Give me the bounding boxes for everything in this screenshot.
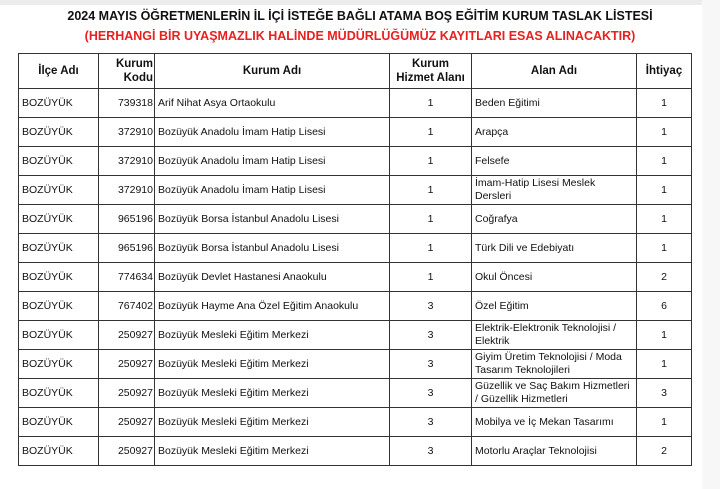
cell-institution-name: Bozüyük Anadolu İmam Hatip Lisesi (155, 118, 390, 147)
cell-service-area: 3 (390, 292, 472, 321)
cell-district: BOZÜYÜK (19, 379, 99, 408)
cell-field-name: Felsefe (472, 147, 637, 176)
cell-institution-code: 372910 (99, 176, 155, 205)
cell-need: 1 (637, 321, 692, 350)
cell-district: BOZÜYÜK (19, 408, 99, 437)
header-need: İhtiyaç (637, 54, 692, 89)
table-row (19, 379, 692, 408)
cell-institution-code: 250927 (99, 379, 155, 408)
table-row (19, 205, 692, 234)
cell-institution-name: Bozüyük Mesleki Eğitim Merkezi (155, 379, 390, 408)
cell-institution-name: Bozüyük Mesleki Eğitim Merkezi (155, 350, 390, 379)
cell-field-name: Elektrik-Elektronik Teknolojisi / Elektrik (472, 321, 637, 350)
cell-need: 1 (637, 234, 692, 263)
cell-need: 6 (637, 292, 692, 321)
cell-institution-code: 372910 (99, 118, 155, 147)
cell-need: 1 (637, 205, 692, 234)
table-row (19, 437, 692, 466)
header-institution-name: Kurum Adı (155, 54, 390, 89)
cell-institution-name: Bozüyük Mesleki Eğitim Merkezi (155, 437, 390, 466)
vacancy-table (18, 53, 692, 466)
cell-field-name: Türk Dili ve Edebiyatı (472, 234, 637, 263)
cell-institution-code: 965196 (99, 234, 155, 263)
cell-institution-name: Arif Nihat Asya Ortaokulu (155, 89, 390, 118)
table-row (19, 176, 692, 205)
cell-need: 1 (637, 408, 692, 437)
cell-field-name: Mobilya ve İç Mekan Tasarımı (472, 408, 637, 437)
table-row (19, 408, 692, 437)
cell-district: BOZÜYÜK (19, 263, 99, 292)
cell-institution-code: 250927 (99, 408, 155, 437)
cell-district: BOZÜYÜK (19, 118, 99, 147)
cell-service-area: 1 (390, 263, 472, 292)
cell-field-name: Beden Eğitimi (472, 89, 637, 118)
cell-field-name: Motorlu Araçlar Teknolojisi (472, 437, 637, 466)
cell-field-name: Güzellik ve Saç Bakım Hizmetleri / Güzellik Hizmetleri (472, 379, 637, 408)
cell-institution-name: Bozüyük Anadolu İmam Hatip Lisesi (155, 147, 390, 176)
cell-district: BOZÜYÜK (19, 176, 99, 205)
cell-institution-code: 250927 (99, 437, 155, 466)
cell-institution-name: Bozüyük Mesleki Eğitim Merkezi (155, 321, 390, 350)
cell-district: BOZÜYÜK (19, 292, 99, 321)
table-row (19, 147, 692, 176)
cell-service-area: 1 (390, 147, 472, 176)
cell-institution-code: 965196 (99, 205, 155, 234)
cell-service-area: 1 (390, 176, 472, 205)
cell-service-area: 3 (390, 437, 472, 466)
cell-institution-code: 250927 (99, 350, 155, 379)
cell-service-area: 1 (390, 118, 472, 147)
viewer-top-edge (0, 0, 720, 5)
table-row (19, 89, 692, 118)
cell-service-area: 1 (390, 89, 472, 118)
cell-service-area: 1 (390, 205, 472, 234)
cell-field-name: İmam-Hatip Lisesi Meslek Dersleri (472, 176, 637, 205)
cell-service-area: 3 (390, 379, 472, 408)
cell-institution-name: Bozüyük Anadolu İmam Hatip Lisesi (155, 176, 390, 205)
cell-service-area: 3 (390, 321, 472, 350)
cell-institution-name: Bozüyük Mesleki Eğitim Merkezi (155, 408, 390, 437)
cell-institution-name: Bozüyük Hayme Ana Özel Eğitim Anaokulu (155, 292, 390, 321)
table-row (19, 234, 692, 263)
cell-institution-code: 250927 (99, 321, 155, 350)
table-row (19, 321, 692, 350)
document-subtitle: (HERHANGİ BİR UYAŞMAZLIK HALİNDE MÜDÜRLÜĞÜMÜZ KAYITLARI ESAS ALINACAKTIR) (84, 29, 636, 43)
header-district: İlçe Adı (19, 54, 99, 89)
cell-district: BOZÜYÜK (19, 89, 99, 118)
cell-field-name: Giyim Üretim Teknolojisi / Moda Tasarım Teknolojileri (472, 350, 637, 379)
document-title: 2024 MAYIS ÖĞRETMENLERİN İL İÇİ İSTEĞE BAĞLI ATAMA BOŞ EĞİTİM KURUM TASLAK LİSTESİ (67, 9, 653, 23)
cell-field-name: Arapça (472, 118, 637, 147)
cell-district: BOZÜYÜK (19, 234, 99, 263)
table-row (19, 263, 692, 292)
cell-district: BOZÜYÜK (19, 437, 99, 466)
table-header-row (19, 54, 692, 89)
cell-district: BOZÜYÜK (19, 350, 99, 379)
cell-institution-name: Bozüyük Devlet Hastanesi Anaokulu (155, 263, 390, 292)
cell-service-area: 3 (390, 350, 472, 379)
header-field-name: Alan Adı (472, 54, 637, 89)
cell-need: 2 (637, 263, 692, 292)
cell-need: 3 (637, 379, 692, 408)
cell-institution-code: 739318 (99, 89, 155, 118)
cell-field-name: Okul Öncesi (472, 263, 637, 292)
cell-need: 1 (637, 89, 692, 118)
table-row (19, 350, 692, 379)
cell-institution-code: 372910 (99, 147, 155, 176)
cell-district: BOZÜYÜK (19, 147, 99, 176)
cell-service-area: 3 (390, 408, 472, 437)
cell-need: 1 (637, 147, 692, 176)
cell-institution-name: Bozüyük Borsa İstanbul Anadolu Lisesi (155, 234, 390, 263)
cell-institution-code: 767402 (99, 292, 155, 321)
cell-need: 1 (637, 118, 692, 147)
cell-need: 2 (637, 437, 692, 466)
cell-institution-code: 774634 (99, 263, 155, 292)
cell-field-name: Coğrafya (472, 205, 637, 234)
cell-need: 1 (637, 176, 692, 205)
cell-district: BOZÜYÜK (19, 321, 99, 350)
cell-institution-name: Bozüyük Borsa İstanbul Anadolu Lisesi (155, 205, 390, 234)
cell-service-area: 1 (390, 234, 472, 263)
cell-need: 1 (637, 350, 692, 379)
cell-field-name: Özel Eğitim (472, 292, 637, 321)
table-row (19, 292, 692, 321)
viewer-right-edge (702, 0, 720, 489)
table-row (19, 118, 692, 147)
cell-district: BOZÜYÜK (19, 205, 99, 234)
header-service-area: Kurum Hizmet Alanı (390, 54, 472, 89)
header-institution-code: Kurum Kodu (99, 54, 155, 89)
